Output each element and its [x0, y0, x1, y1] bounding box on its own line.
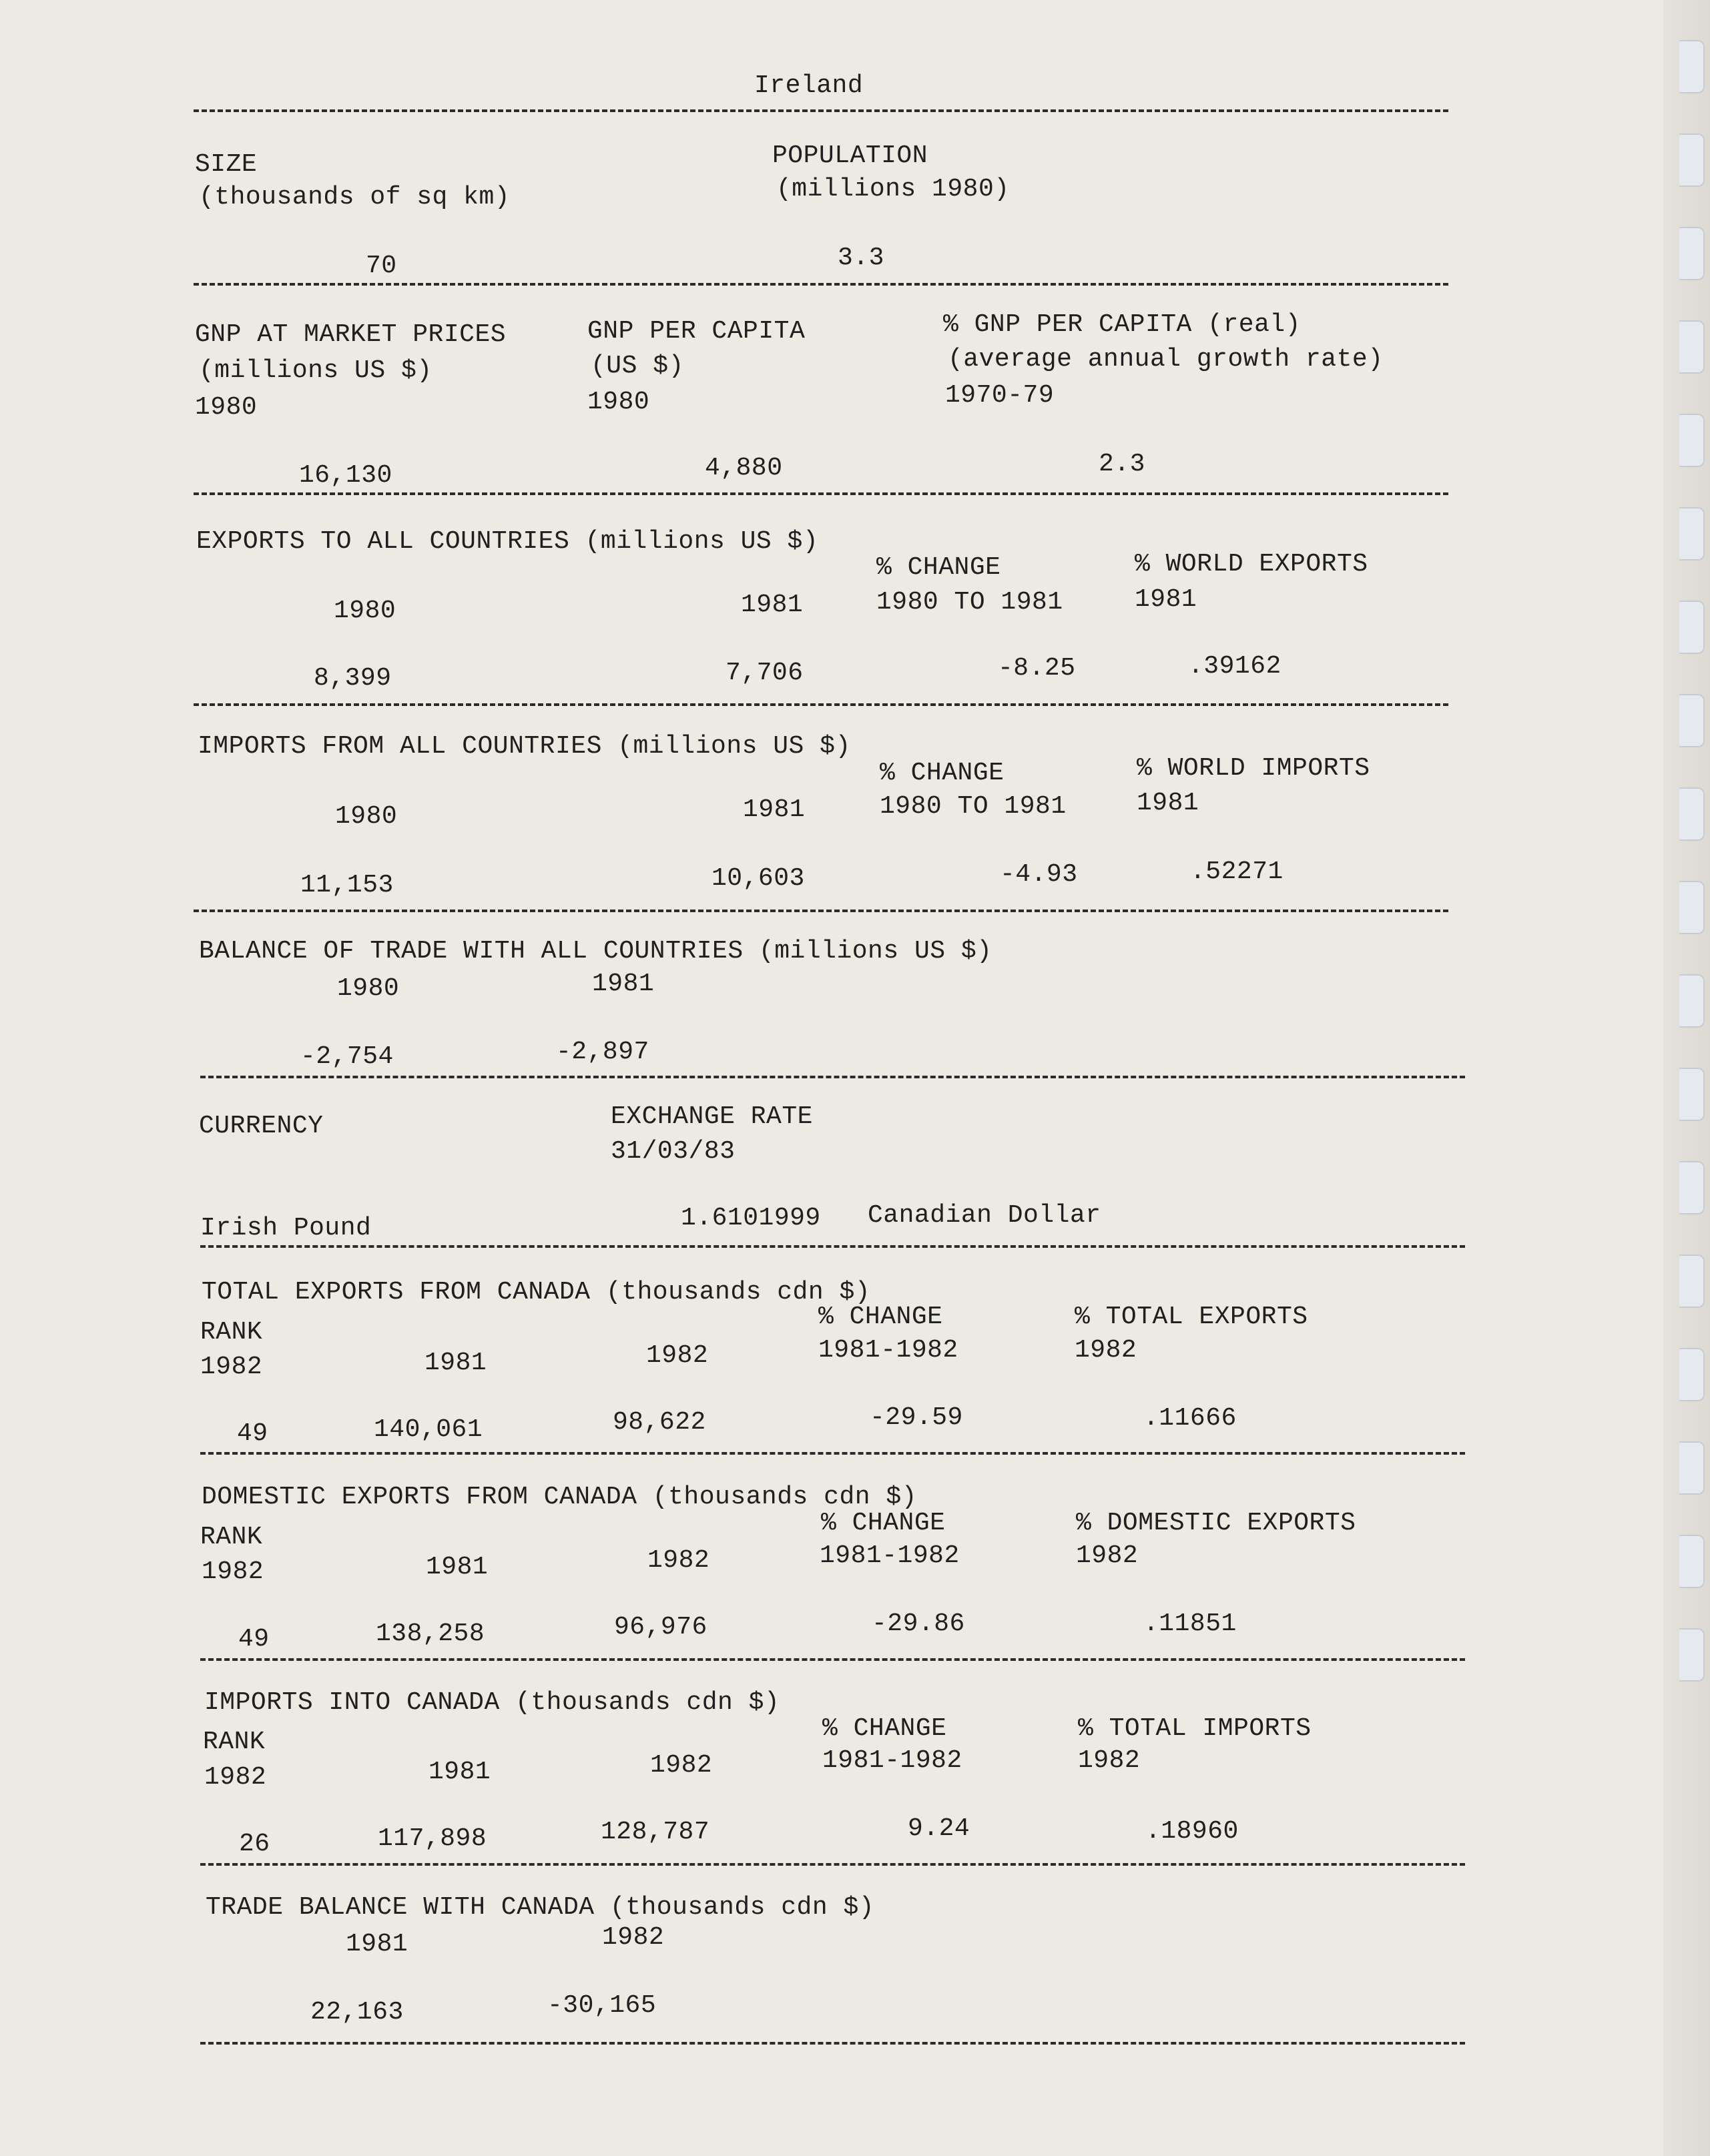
imports-canada-share-label: % TOTAL IMPORTS	[1078, 1714, 1312, 1743]
total-exports-rank-label: RANK	[200, 1318, 263, 1347]
balance-all-value-1981: -2,897	[556, 1038, 649, 1066]
imports-canada-col-1981: 1981	[429, 1758, 491, 1786]
gnp-per-capita-label: GNP PER CAPITA	[587, 317, 806, 346]
gnp-growth-label: % GNP PER CAPITA (real)	[943, 310, 1301, 339]
page-title: Ireland	[754, 71, 864, 100]
gnp-market-year: 1980	[195, 393, 258, 422]
gnp-growth-period: 1970-79	[945, 381, 1055, 410]
total-exports-change-period: 1981-1982	[818, 1336, 958, 1365]
total-exports-change-label: % CHANGE	[818, 1303, 943, 1331]
gnp-market-unit: (millions US $)	[199, 356, 433, 385]
imports-canada-heading: IMPORTS INTO CANADA (thousands cdn $)	[204, 1688, 780, 1717]
trade-balance-canada-value-1981: 22,163	[310, 1998, 404, 2027]
total-exports-share-year: 1982	[1075, 1336, 1137, 1365]
size-label: SIZE	[195, 150, 258, 179]
imports-canada-rank-label: RANK	[203, 1728, 266, 1756]
domestic-exports-col-1982: 1982	[647, 1546, 710, 1575]
balance-all-value-1980: -2,754	[300, 1042, 394, 1071]
trade-balance-canada-col-1982: 1982	[602, 1923, 665, 1952]
divider	[200, 2042, 1465, 2045]
imports-all-change-value: -4.93	[1000, 860, 1078, 889]
gnp-growth-value: 2.3	[1099, 450, 1145, 478]
imports-all-change-period: 1980 TO 1981	[880, 792, 1067, 821]
imports-all-col-1980: 1980	[335, 802, 398, 831]
domestic-exports-value-1981: 138,258	[376, 1620, 485, 1648]
imports-canada-share-year: 1982	[1078, 1746, 1141, 1775]
divider	[194, 492, 1448, 495]
exchange-rate-unit: Canadian Dollar	[868, 1201, 1101, 1230]
domestic-exports-change-label: % CHANGE	[821, 1509, 946, 1537]
domestic-exports-change-period: 1981-1982	[820, 1541, 960, 1570]
domestic-exports-rank-year: 1982	[202, 1557, 264, 1586]
exports-all-value-1980: 8,399	[314, 664, 392, 693]
divider	[194, 109, 1448, 112]
gnp-market-value: 16,130	[299, 461, 392, 490]
divider	[200, 1452, 1465, 1455]
imports-all-heading: IMPORTS FROM ALL COUNTRIES (millions US $)	[198, 732, 851, 761]
domestic-exports-heading: DOMESTIC EXPORTS FROM CANADA (thousands cdn $)	[202, 1483, 917, 1511]
domestic-exports-share-value: .11851	[1143, 1609, 1237, 1638]
gnp-per-capita-value: 4,880	[705, 454, 783, 482]
size-unit-label: (thousands of sq km)	[199, 183, 511, 212]
spiral-binding	[1663, 0, 1710, 2156]
exchange-rate-value: 1.6101999	[681, 1204, 821, 1232]
domestic-exports-value-1982: 96,976	[614, 1613, 707, 1642]
population-label: POPULATION	[772, 141, 928, 170]
exports-all-heading: EXPORTS TO ALL COUNTRIES (millions US $)	[196, 527, 819, 556]
total-exports-share-value: .11666	[1143, 1404, 1237, 1433]
divider	[200, 1076, 1465, 1078]
exchange-rate-label: EXCHANGE RATE	[611, 1102, 813, 1131]
total-exports-col-1982: 1982	[646, 1341, 709, 1370]
population-unit-label: (millions 1980)	[776, 175, 1010, 204]
imports-all-col-1981: 1981	[743, 795, 806, 824]
exports-all-world-value: .39162	[1188, 652, 1281, 681]
imports-all-value-1980: 11,153	[300, 871, 394, 900]
imports-all-world-year: 1981	[1137, 789, 1199, 817]
imports-canada-change-period: 1981-1982	[822, 1746, 962, 1775]
domestic-exports-share-label: % DOMESTIC EXPORTS	[1076, 1509, 1356, 1537]
size-value: 70	[366, 252, 397, 280]
divider	[194, 283, 1448, 286]
domestic-exports-rank: 49	[238, 1625, 270, 1654]
exports-all-change-value: -8.25	[998, 654, 1076, 683]
population-value: 3.3	[838, 244, 884, 272]
exports-all-value-1981: 7,706	[726, 659, 804, 687]
exports-all-col-1981: 1981	[741, 591, 804, 619]
imports-canada-value-1982: 128,787	[601, 1818, 710, 1846]
imports-canada-value-1981: 117,898	[378, 1824, 487, 1853]
exports-all-world-year: 1981	[1135, 585, 1197, 614]
domestic-exports-share-year: 1982	[1076, 1541, 1139, 1570]
exports-all-col-1980: 1980	[334, 597, 396, 625]
total-exports-value-1981: 140,061	[374, 1415, 483, 1444]
total-exports-rank: 49	[237, 1419, 268, 1448]
exports-all-change-label: % CHANGE	[876, 553, 1001, 582]
imports-all-world-label: % WORLD IMPORTS	[1137, 754, 1370, 783]
total-exports-col-1981: 1981	[424, 1349, 487, 1377]
divider	[200, 1658, 1465, 1661]
total-exports-change-value: -29.59	[870, 1403, 963, 1432]
currency-label: CURRENCY	[199, 1112, 324, 1140]
exports-all-world-label: % WORLD EXPORTS	[1135, 550, 1368, 579]
total-exports-rank-year: 1982	[200, 1353, 263, 1381]
imports-all-change-label: % CHANGE	[880, 759, 1005, 787]
imports-canada-change-label: % CHANGE	[822, 1714, 947, 1743]
total-exports-heading: TOTAL EXPORTS FROM CANADA (thousands cdn $)	[202, 1278, 871, 1307]
trade-balance-canada-col-1981: 1981	[346, 1930, 408, 1958]
gnp-per-capita-year: 1980	[587, 388, 650, 416]
domestic-exports-change-value: -29.86	[872, 1609, 965, 1638]
gnp-growth-unit: (average annual growth rate)	[948, 345, 1384, 374]
imports-canada-rank: 26	[239, 1830, 270, 1858]
domestic-exports-rank-label: RANK	[200, 1523, 263, 1551]
total-exports-value-1982: 98,622	[613, 1408, 706, 1437]
total-exports-share-label: % TOTAL EXPORTS	[1075, 1303, 1308, 1331]
gnp-per-capita-unit: (US $)	[591, 352, 684, 380]
exchange-rate-date: 31/03/83	[611, 1137, 736, 1166]
imports-canada-rank-year: 1982	[204, 1763, 267, 1792]
trade-balance-canada-value-1982: -30,165	[547, 1991, 657, 2020]
divider	[194, 910, 1448, 912]
balance-all-col-1981: 1981	[592, 970, 655, 998]
balance-all-heading: BALANCE OF TRADE WITH ALL COUNTRIES (millions US $)	[199, 937, 992, 966]
trade-balance-canada-heading: TRADE BALANCE WITH CANADA (thousands cdn $)	[206, 1893, 875, 1922]
divider	[200, 1863, 1465, 1866]
divider	[194, 703, 1448, 706]
imports-canada-share-value: .18960	[1145, 1817, 1239, 1846]
gnp-market-label: GNP AT MARKET PRICES	[195, 320, 507, 349]
divider	[200, 1245, 1465, 1248]
currency-name: Irish Pound	[200, 1214, 372, 1242]
imports-canada-change-value: 9.24	[908, 1814, 970, 1843]
domestic-exports-col-1981: 1981	[426, 1553, 489, 1581]
balance-all-col-1980: 1980	[337, 974, 400, 1003]
imports-all-value-1981: 10,603	[711, 864, 805, 893]
imports-all-world-value: .52271	[1190, 857, 1284, 886]
exports-all-change-period: 1980 TO 1981	[876, 588, 1063, 617]
imports-canada-col-1982: 1982	[650, 1751, 713, 1780]
